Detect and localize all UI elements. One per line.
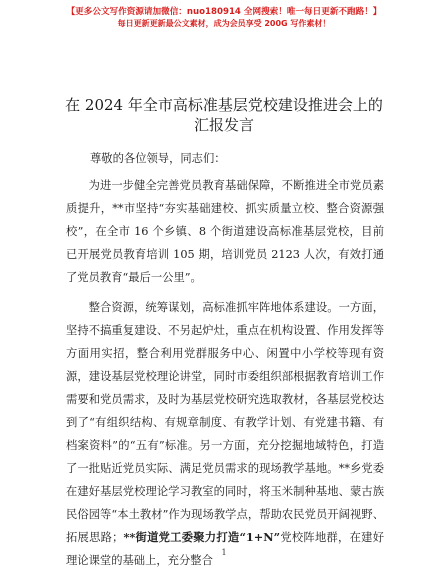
- document-title-line-2: 汇报发言: [193, 116, 254, 134]
- promo-banner-line-2: 每日更新更新最公文素材，成为会员享受 200G 写作素材！: [117, 19, 331, 28]
- page-number: 1: [221, 548, 227, 557]
- paragraph-2-bold-text: **街道党工委聚力打造“1+N”: [123, 530, 281, 544]
- promo-banner-line-1: 【更多公文写作资源请加微信：nuo180914 全网搜索！唯一每日更新不跑路！】: [66, 7, 382, 17]
- document-title: [40, 95, 408, 135]
- promo-banner: [0, 6, 448, 30]
- paragraph-2-text: 整合资源，统筹谋划，高标准抓牢阵地体系建设。一方面，坚持不搞重复建设、不另起炉灶，重点在机构设置、作用发挥等方面用实招，整合利用党群服务中心、闲置中小学校等现有资源，建设基层党校理论讲堂，同时市委组织部根据教育培训工作需要和党员需求，及时为基层党校研究选取教材，各基层党校达到了“有组织结构、有规章制度、有教学计划、有党建书籍、有档案资料”的“五有”标准。另一方面，充分挖掘地域特色，打造了一批贴近党员实际、满足党员需求的现场教学基地。**乡党委在建好基层党校理论学习教室的同时，将玉米制种基地、蒙古族民俗园等“本土教材”作为现场教学点，帮助农民党员开阔视野、拓展思路；: [66, 301, 384, 544]
- paragraph-2: [66, 296, 384, 572]
- document-body: [66, 174, 384, 579]
- paragraph-2-text-tail: 党校阵地群，在建好理论课堂的基础上，充分整合: [66, 531, 384, 567]
- greeting: 尊敬的各位领导，同志们：: [90, 152, 226, 165]
- document-title-line-1: 在 2024 年全市高标准基层党校建设推进会上的: [65, 96, 383, 114]
- paragraph-1: 为进一步健全完善党员教育基础保障，不断推进全市党员素质提升，**市坚持“夯实基础建校、抓实质量立校、整合资源强校”，在全市 16 个乡镇、8 个街道建设高标准基层党校，目前已开展党员教育培训 105 期，培训党员 2123 人次，有效打通了党员教育“最后一公里”。: [66, 179, 384, 284]
